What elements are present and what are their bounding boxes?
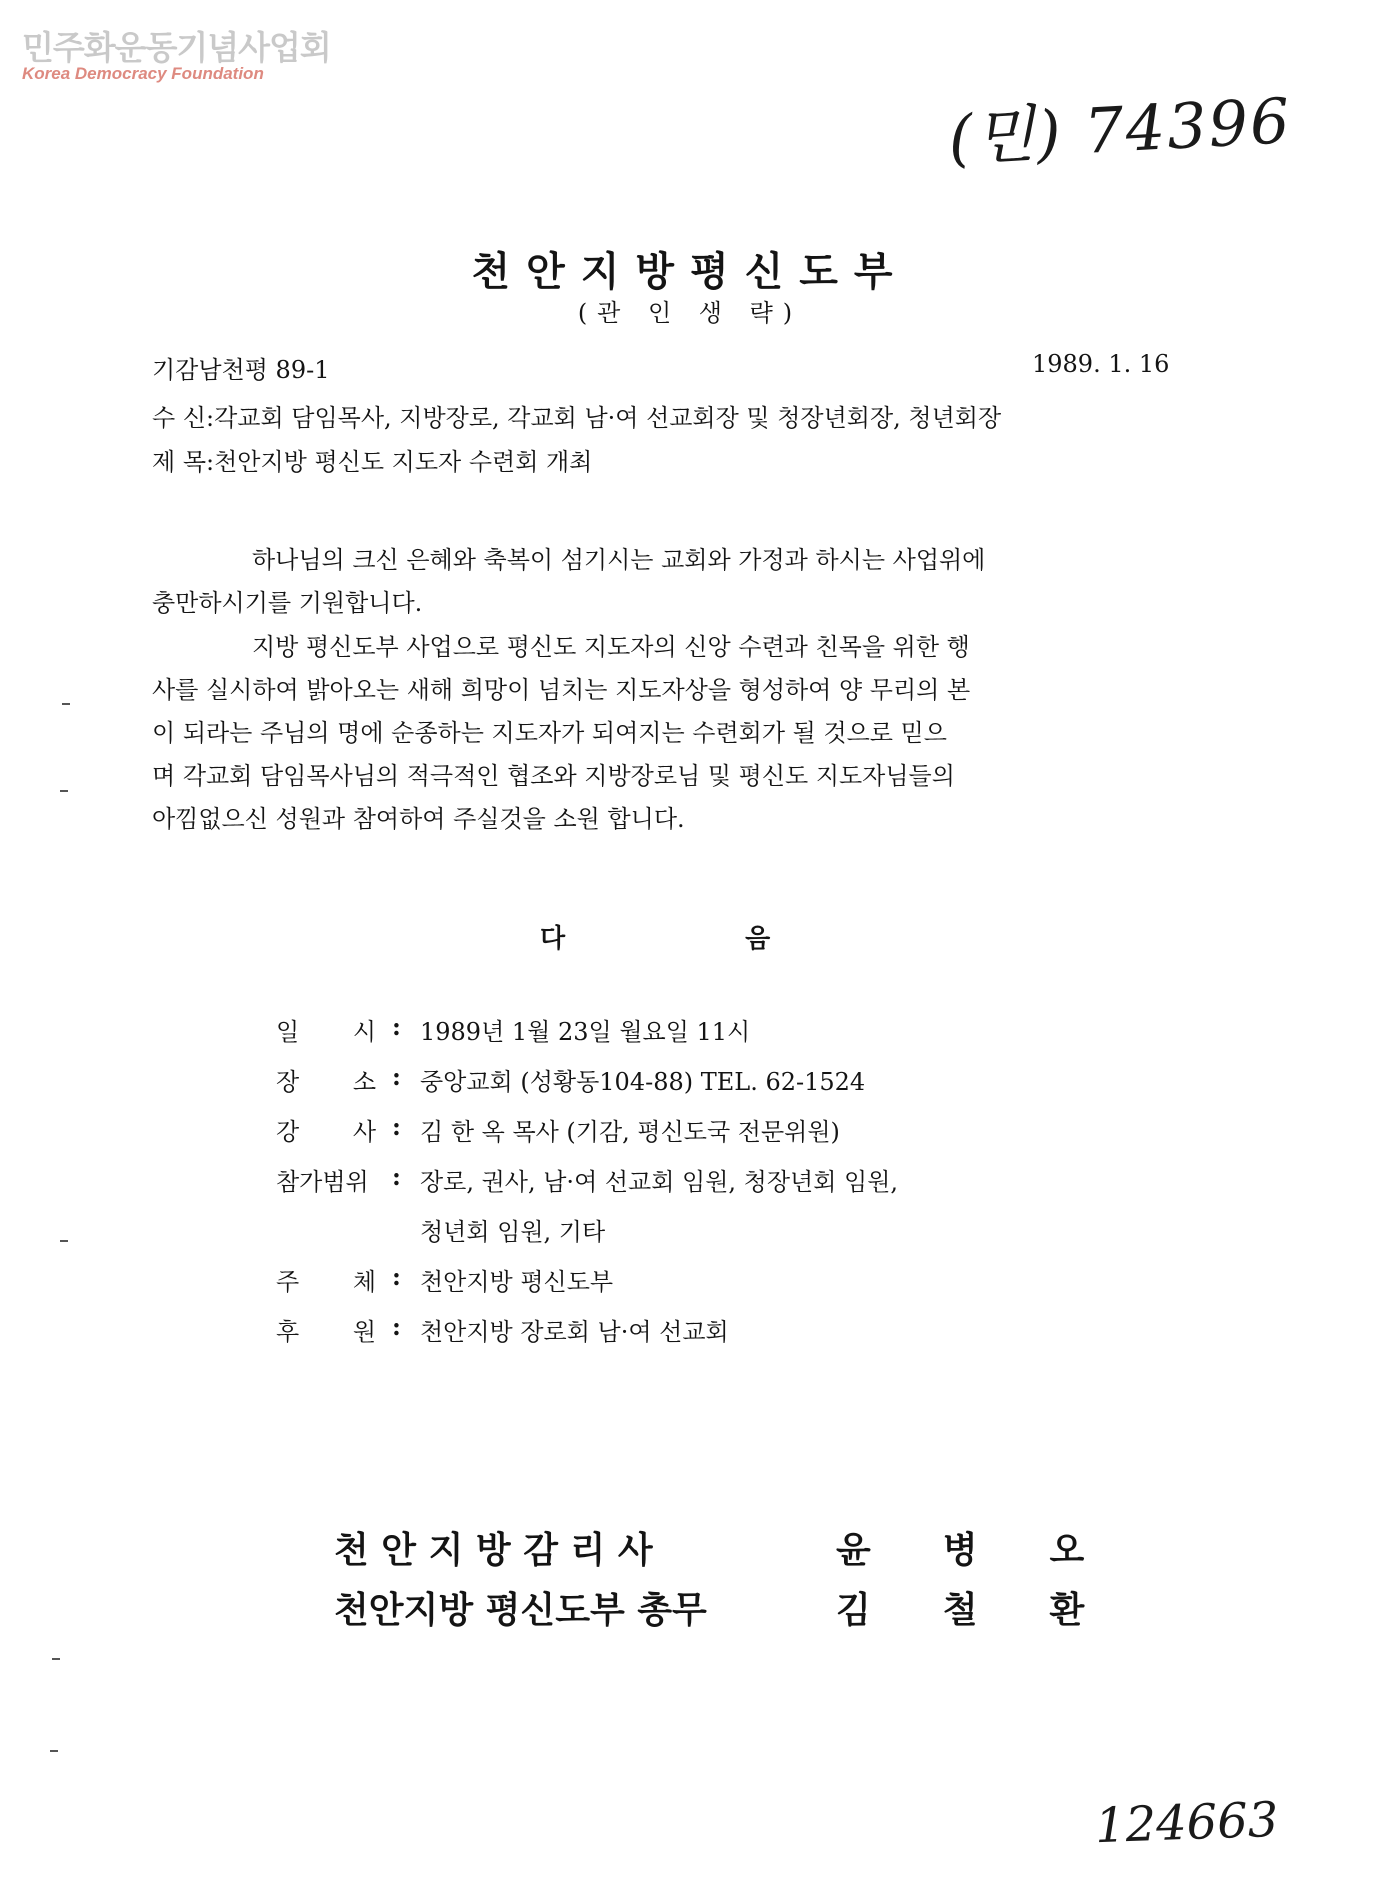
document-number: 기감남천평 89-1 <box>152 356 330 384</box>
label-char: 원 <box>352 1318 376 1346</box>
details-heading: 다음 <box>540 924 951 954</box>
detail-label-host <box>276 1262 376 1297</box>
subject-label: 제 목 <box>152 448 206 476</box>
colon: : <box>392 1012 401 1041</box>
paragraph-line: 사를 실시하여 밝아오는 새해 희망이 넘치는 지도자상을 형성하여 양 무리의 본 <box>152 676 971 704</box>
handwritten-document-number: 124663 <box>1094 1791 1280 1855</box>
paragraph-line: 아낌없으신 성원과 참여하여 주실것을 소원 합니다. <box>152 805 685 833</box>
signer-title-superintendent: 천 안 지 방 감 리 사 <box>334 1529 653 1571</box>
label-char: 소 <box>352 1068 376 1096</box>
label-char: 강 <box>276 1118 300 1146</box>
signer-title-secretary: 천안지방 평신도부 총무 <box>334 1589 707 1631</box>
organization-title: 천안지방평신도부 <box>471 248 909 295</box>
detail-value-participants-cont: 청년회 임원, 기타 <box>420 1218 606 1246</box>
detail-label-sponsor <box>276 1312 376 1347</box>
scan-speck <box>60 1240 68 1242</box>
colon: : <box>206 404 215 432</box>
detail-label-speaker <box>276 1112 376 1147</box>
detail-value-participants: 장로, 권사, 남·여 선교회 임원, 청장년회 임원, <box>420 1168 899 1196</box>
paragraph-line: 며 각교회 담임목사님의 적극적인 협조와 지방장로님 및 평신도 지도자님들의 <box>152 762 955 790</box>
subject-line <box>152 442 592 477</box>
label-char: 장 <box>276 1068 300 1096</box>
colon: : <box>206 448 215 476</box>
handwritten-archive-number: (민) 74396 <box>946 84 1294 175</box>
label-char: 참가범위 <box>276 1168 369 1196</box>
recipient-line <box>152 398 1001 433</box>
label-char: 체 <box>352 1268 376 1296</box>
colon: : <box>392 1162 401 1191</box>
signer-name-superintendent: 윤병오 <box>836 1529 1157 1571</box>
recipient-list: 각교회 담임목사, 지방장로, 각교회 남·여 선교회장 및 청장년회장, 청년회장 <box>214 404 1002 432</box>
watermark-english: Korea Democracy Foundation <box>22 64 264 83</box>
colon: : <box>392 1262 401 1291</box>
detail-label-datetime <box>276 1012 376 1047</box>
detail-value-host: 천안지방 평신도부 <box>420 1268 614 1296</box>
seal-omitted-note: (관 인 생 략) <box>577 299 803 327</box>
colon: : <box>392 1312 401 1341</box>
label-char: 일 <box>276 1018 300 1046</box>
document-date: 1989. 1. 16 <box>1032 350 1170 378</box>
detail-value-datetime: 1989년 1월 23일 월요일 11시 <box>420 1018 751 1046</box>
detail-value-sponsor: 천안지방 장로회 남·여 선교회 <box>420 1318 729 1346</box>
recipient-label: 수 신 <box>152 404 206 432</box>
detail-value-speaker: 김 한 옥 목사 (기감, 평신도국 전문위원) <box>420 1118 840 1146</box>
colon: : <box>392 1062 401 1091</box>
paragraph-line: 지방 평신도부 사업으로 평신도 지도자의 신앙 수련과 친목을 위한 행 <box>252 633 970 661</box>
watermark-korean: 민주화운동기념사업회 <box>22 28 331 67</box>
label-char: 후 <box>276 1318 300 1346</box>
label-char: 시 <box>352 1018 376 1046</box>
scan-speck <box>60 790 68 792</box>
greeting-line: 충만하시기를 기원합니다. <box>152 589 423 617</box>
scan-speck <box>50 1750 58 1752</box>
label-char: 주 <box>276 1268 300 1296</box>
greeting-line: 하나님의 크신 은혜와 축복이 섬기시는 교회와 가정과 하시는 사업위에 <box>252 546 986 574</box>
detail-value-venue: 중앙교회 (성황동104-88) TEL. 62-1524 <box>420 1068 866 1096</box>
scan-speck <box>62 703 70 705</box>
paragraph-line: 이 되라는 주님의 명에 순종하는 지도자가 되여지는 수련회가 될 것으로 믿으 <box>152 719 947 747</box>
subject-text: 천안지방 평신도 지도자 수련회 개최 <box>214 448 593 476</box>
detail-label-participants <box>276 1162 376 1197</box>
detail-label-venue <box>276 1062 376 1097</box>
signer-name-secretary: 김철환 <box>836 1589 1157 1631</box>
colon: : <box>392 1112 401 1141</box>
scan-speck <box>52 1658 60 1660</box>
label-char: 사 <box>352 1118 376 1146</box>
